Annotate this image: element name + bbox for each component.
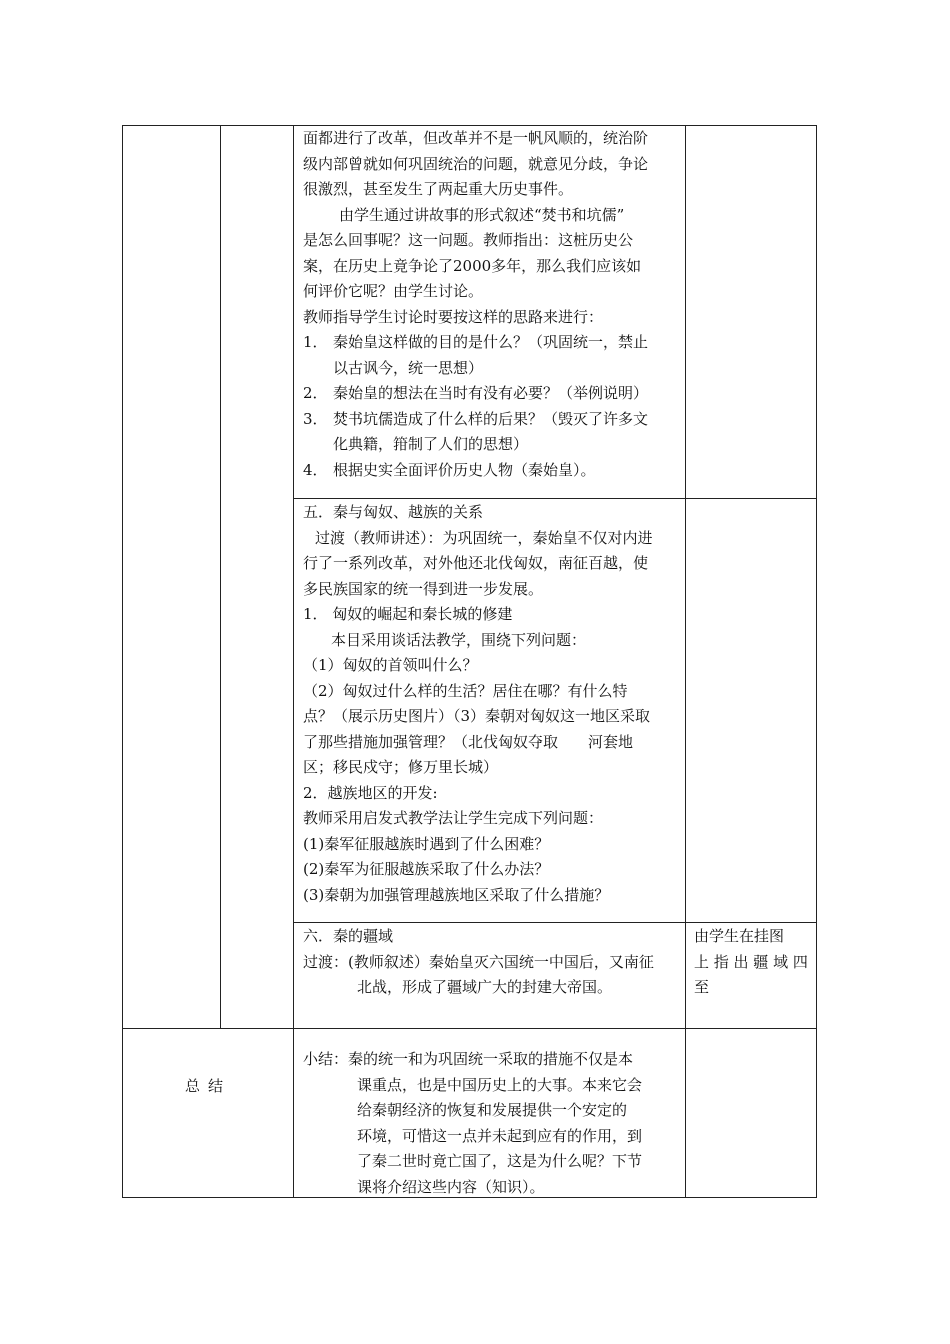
list-item: 3． 焚书坑儒造成了什么样的后果？（毁灭了许多文 <box>303 409 649 428</box>
section-heading: 五．秦与匈奴、越族的关系 <box>303 503 484 521</box>
list-item: 1． 秦始皇这样做的目的是什么？（巩固统一，禁止 <box>303 333 649 351</box>
summary-line: 课重点，也是中国历史上的大事。本来它会 <box>357 1075 643 1094</box>
list-item-continuation: 化典籍，箝制了人们的思想） <box>333 435 529 453</box>
list-item: 4． 根据史实全面评价历史人物（秦始皇）。 <box>303 460 596 479</box>
note-line: 至 <box>694 978 710 996</box>
text-line: 过渡：(教师叙述）秦始皇灭六国统一中国后，又南征 <box>303 952 654 971</box>
text-line: 本目采用谈话法教学，围绕下列问题： <box>331 630 587 649</box>
text-line: 教师采用启发式教学法让学生完成下列问题： <box>303 809 604 827</box>
text-line: 案，在历史上竟争论了2000多年，那么我们应该如 <box>303 256 642 275</box>
list-item-continuation: 以古讽今，统一思想） <box>333 358 484 377</box>
question: （1）匈奴的首领叫什么？ <box>303 656 478 674</box>
summary-line: 给秦朝经济的恢复和发展提供一个安定的 <box>357 1101 628 1119</box>
summary-label: 总结 <box>184 1077 231 1095</box>
row-divider-six <box>293 922 817 923</box>
summary-line: 课将介绍这些内容（知识）。 <box>357 1177 545 1196</box>
row-divider-five <box>293 498 817 499</box>
table-right-border <box>816 125 817 1198</box>
guide-line: 教师指导学生讨论时要按这样的思路来进行： <box>303 307 604 326</box>
row-divider-summary <box>122 1028 817 1029</box>
text-line: 多民族国家的统一得到进一步发展。 <box>303 579 544 598</box>
note-line: 由学生在挂图 <box>694 927 785 945</box>
question: (3)秦朝为加强管理越族地区采取了什么措施？ <box>303 885 610 904</box>
text-line: 级内部曾就如何巩固统治的问题，就意见分歧，争论 <box>303 154 649 173</box>
summary-line: 环境，可惜这一点并未起到应有的作用，到 <box>357 1126 643 1145</box>
list-item: 2． 秦始皇的想法在当时有没有必要？（举例说明） <box>303 384 649 402</box>
subheading: 2．越族地区的开发: <box>303 783 438 802</box>
text-line: 行了一系列改革，对外他还北伐匈奴，南征百越，使 <box>303 554 649 572</box>
column-divider-content <box>293 125 294 1198</box>
text-line: 了那些措施加强管理？（北伐匈奴夺取 河套地 <box>303 732 634 751</box>
text-line: （2）匈奴过什么样的生活？居住在哪？有什么特 <box>303 681 628 700</box>
summary-cell <box>303 1047 681 1200</box>
text-line: 何评价它呢？由学生讨论。 <box>303 282 484 300</box>
column-divider-notes <box>685 125 686 1198</box>
section-five-cell <box>303 500 681 908</box>
top-content-cell <box>303 126 681 483</box>
section-heading: 六．秦的疆域 <box>303 927 394 945</box>
text-line: 是怎么回事呢？这一问题。教师指出：这桩历史公 <box>303 231 634 249</box>
question: (2)秦军为征服越族采取了什么办法？ <box>303 860 550 878</box>
text-line: 北战，形成了疆域广大的封建大帝国。 <box>357 978 613 996</box>
section-six-note <box>694 924 812 1001</box>
note-line: 上 指 出 疆 域 四 <box>694 952 808 971</box>
question: (1)秦军征服越族时遇到了什么困难？ <box>303 834 550 853</box>
table-left-border <box>122 125 123 1198</box>
text-line: 很激烈，甚至发生了两起重大历史事件。 <box>303 180 574 198</box>
summary-line: 了秦二世时竟亡国了，这是为什么呢？下节 <box>357 1152 643 1170</box>
text-line: 过渡（教师讲述）：为巩固统一，秦始皇不仅对内进 <box>315 528 653 547</box>
column-divider-inner <box>220 125 221 1029</box>
text-line: 由学生通过讲故事的形式叙述“焚书和坑儒” <box>339 205 625 224</box>
text-line: 区；移民戍守；修万里长城） <box>303 758 499 776</box>
subheading: 1． 匈奴的崛起和秦长城的修建 <box>303 605 513 623</box>
summary-line: 小结：秦的统一和为巩固统一采取的措施不仅是本 <box>303 1050 634 1068</box>
text-line: 面都进行了改革，但改革并不是一帆风顺的，统治阶 <box>303 129 649 147</box>
section-six-cell <box>303 924 681 1001</box>
text-line: 点？（展示历史图片）（3）秦朝对匈奴这一地区采取 <box>303 707 651 725</box>
